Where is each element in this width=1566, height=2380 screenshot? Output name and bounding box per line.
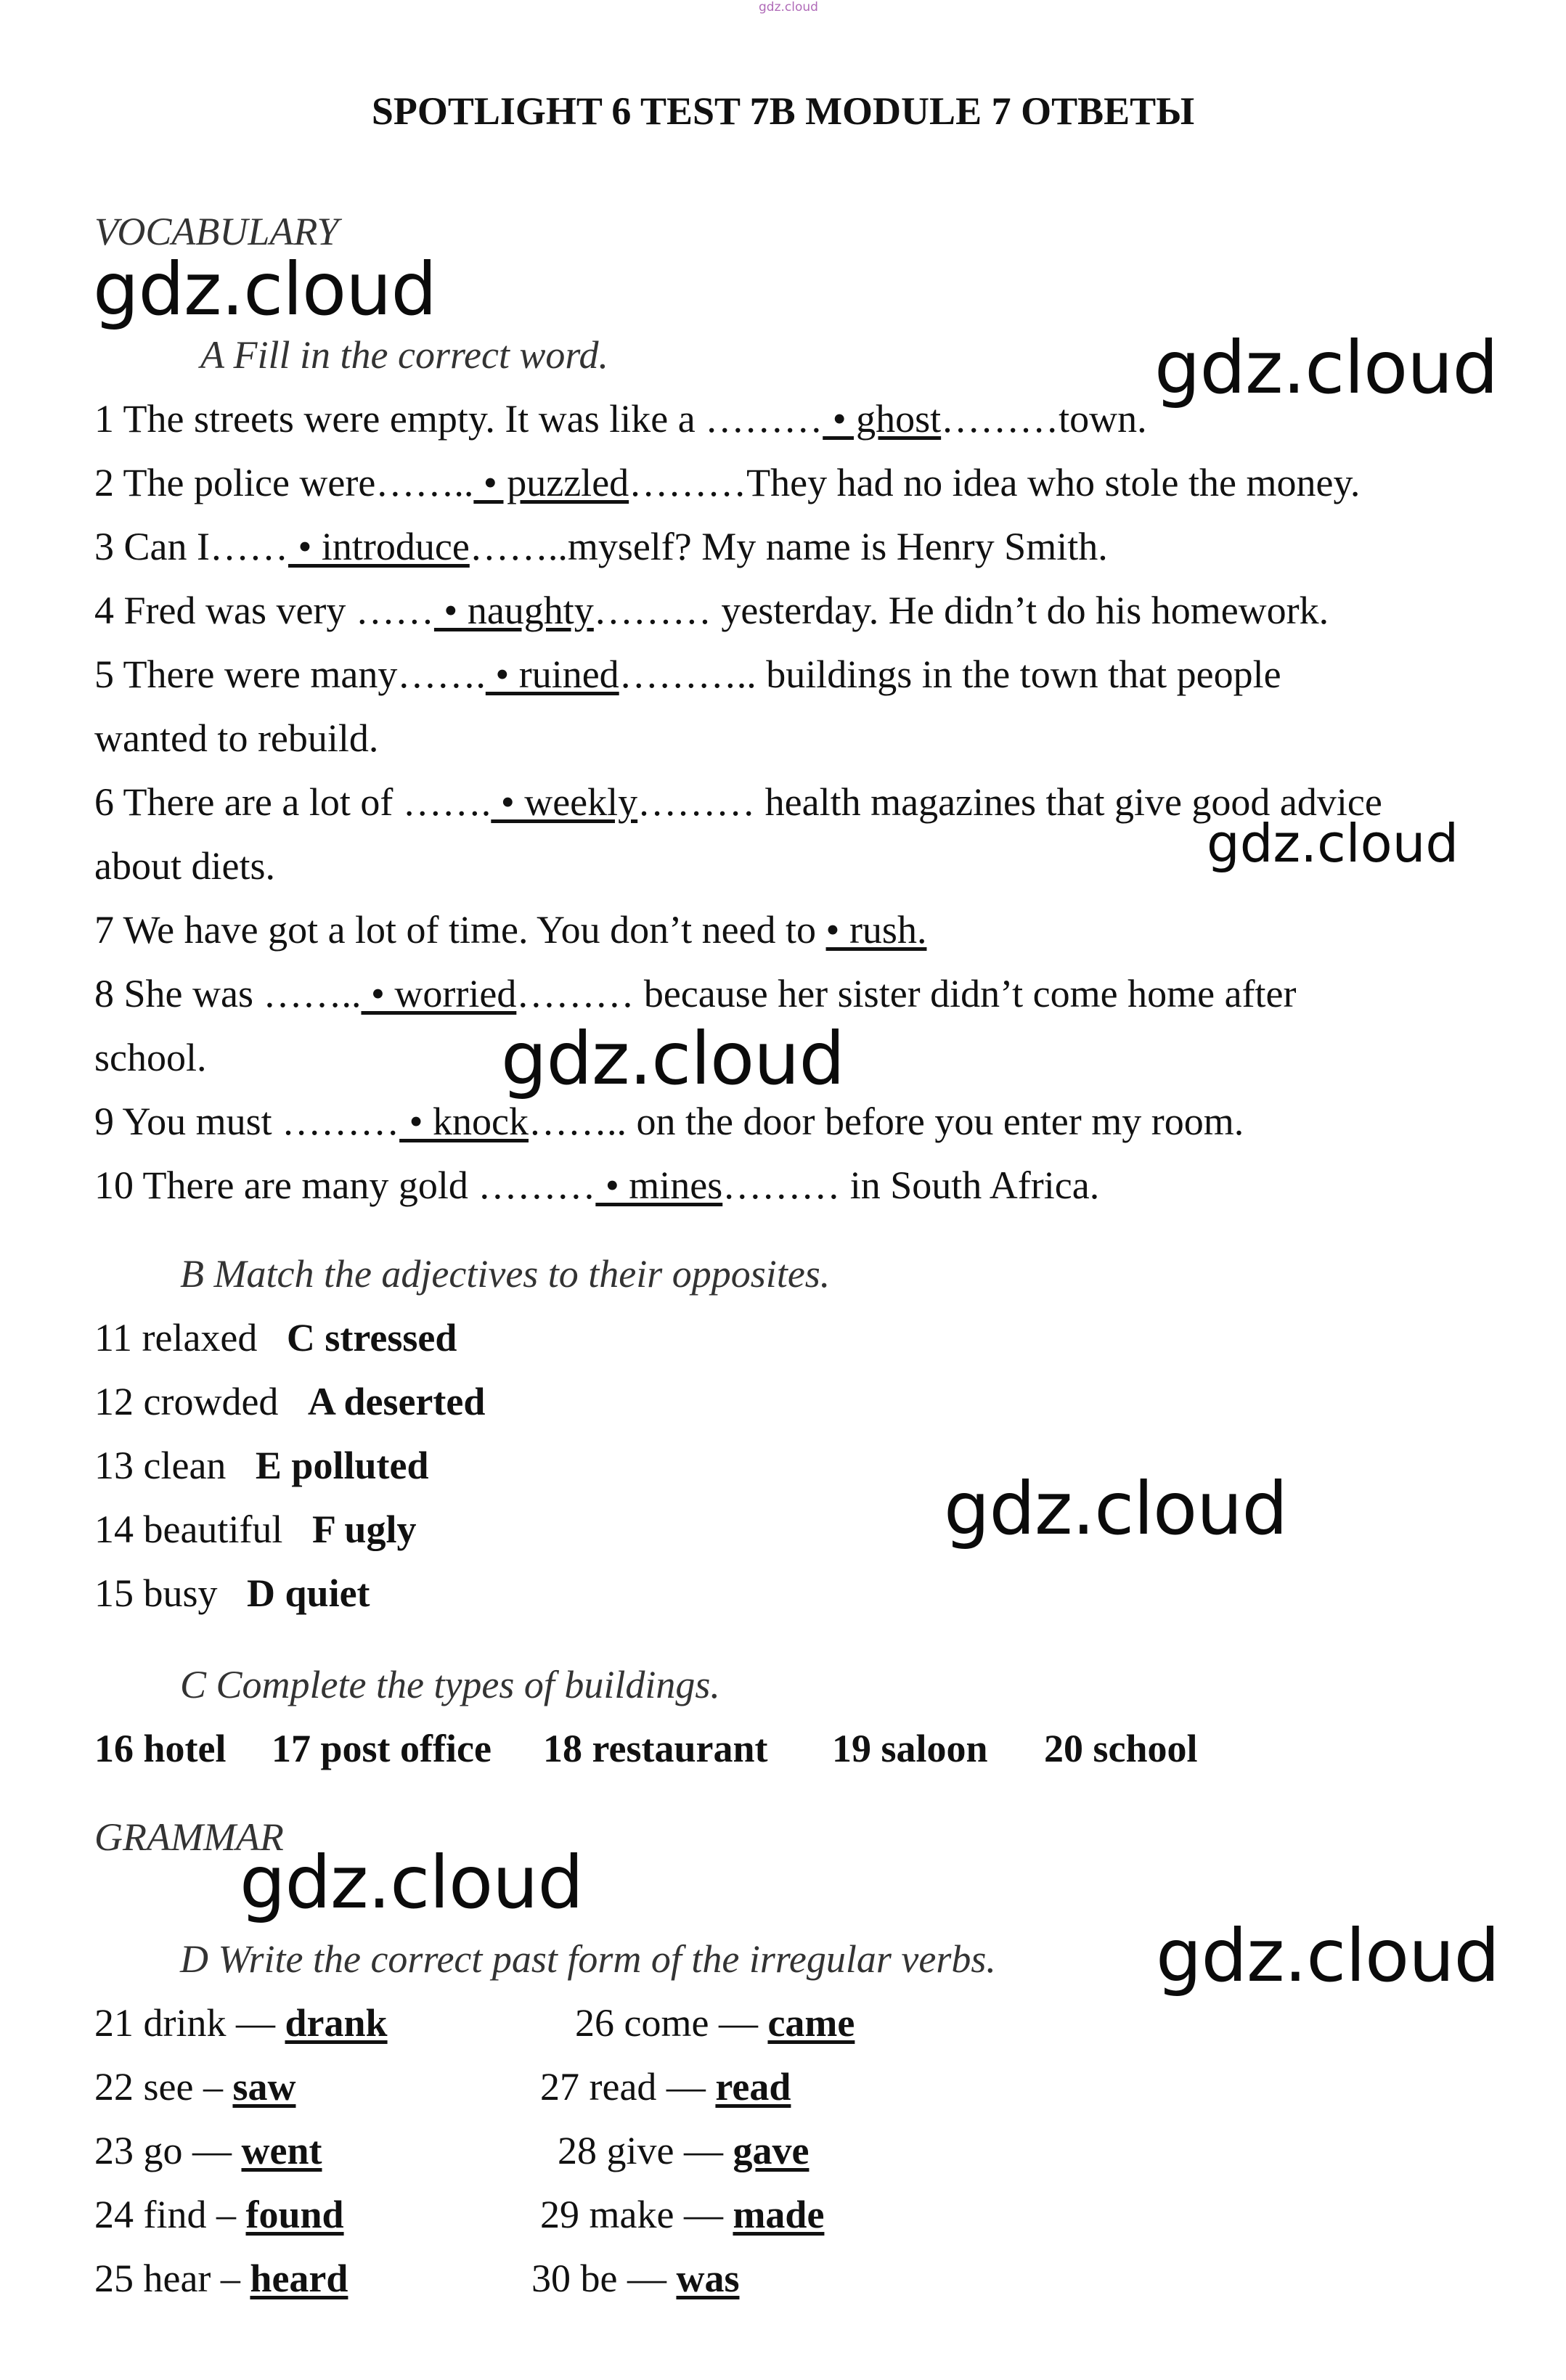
answer: saw bbox=[232, 2065, 296, 2109]
answer: • introduce bbox=[287, 525, 470, 568]
watermark: gdz.cloud bbox=[501, 1016, 845, 1101]
list-item: 22 see – saw bbox=[94, 2065, 296, 2109]
watermark: gdz.cloud bbox=[1207, 813, 1459, 874]
answer: • worried bbox=[361, 972, 517, 1015]
list-item: 29 make — made bbox=[540, 2193, 825, 2236]
answer: 18 restaurant bbox=[543, 1727, 768, 1770]
vocabulary-heading: VOCABULARY bbox=[94, 210, 339, 253]
answer: drank bbox=[285, 2001, 388, 2045]
list-item: 27 read — read bbox=[540, 2065, 791, 2109]
answer: made bbox=[733, 2193, 825, 2236]
list-item: 15 busy D quiet bbox=[94, 1571, 370, 1615]
answer: • weekly bbox=[491, 780, 638, 824]
list-item: 5 There were many……. • ruined……….. buildings in the town that people bbox=[94, 653, 1281, 696]
answer: • naughty bbox=[433, 589, 594, 632]
answer: D quiet bbox=[247, 1571, 370, 1615]
answer: came bbox=[767, 2001, 855, 2045]
list-item-continuation: school. bbox=[94, 1036, 207, 1079]
watermark: gdz.cloud bbox=[93, 247, 437, 332]
list-item: 28 give — gave bbox=[558, 2129, 809, 2172]
answer: • puzzled bbox=[473, 461, 629, 504]
answer: E polluted bbox=[255, 1444, 429, 1487]
section-c-instruction: C Complete the types of buildings. bbox=[180, 1663, 720, 1706]
list-item-continuation: about diets. bbox=[94, 844, 275, 888]
answer: 17 post office bbox=[272, 1727, 492, 1770]
list-item: 11 relaxed C stressed bbox=[94, 1316, 457, 1359]
answer: gave bbox=[733, 2129, 809, 2172]
list-item: 21 drink — drank bbox=[94, 2001, 388, 2045]
answer: • knock bbox=[399, 1100, 529, 1143]
list-item: 12 crowded A deserted bbox=[94, 1380, 486, 1423]
section-b-instruction: B Match the adjectives to their opposites. bbox=[180, 1252, 831, 1296]
watermark: gdz.cloud bbox=[1154, 325, 1498, 410]
list-item: 1 The streets were empty. It was like a ……… • ghost………town. bbox=[94, 397, 1147, 441]
page-title: SPOTLIGHT 6 TEST 7B MODULE 7 ОТВЕТЫ bbox=[371, 89, 1195, 133]
answer: C stressed bbox=[286, 1316, 457, 1359]
list-item-continuation: wanted to rebuild. bbox=[94, 716, 379, 760]
list-item: 14 beautiful F ugly bbox=[94, 1508, 417, 1551]
answer: went bbox=[241, 2129, 322, 2172]
list-item: 4 Fred was very …… • naughty……… yesterday. He didn’t do his homework. bbox=[94, 589, 1329, 632]
watermark: gdz.cloud bbox=[1156, 1913, 1500, 1998]
answer: • ghost bbox=[823, 397, 942, 441]
list-item: 3 Can I…… • introduce……..myself? My name is Henry Smith. bbox=[94, 525, 1108, 568]
list-item: 2 The police were…….. • puzzled………They had no idea who stole the money. bbox=[94, 461, 1361, 504]
list-item: 25 hear – heard bbox=[94, 2257, 348, 2300]
list-item: 26 come — came bbox=[575, 2001, 855, 2045]
answer: 16 hotel bbox=[94, 1727, 227, 1770]
list-item: 10 There are many gold ……… • mines……… in South Africa. bbox=[94, 1164, 1100, 1207]
list-item: 23 go — went bbox=[94, 2129, 322, 2172]
answer: found bbox=[245, 2193, 344, 2236]
answer: 19 saloon bbox=[832, 1727, 988, 1770]
section-a-instruction: A Fill in the correct word. bbox=[200, 333, 608, 377]
list-item: 7 We have got a lot of time. You don’t need to • rush. bbox=[94, 908, 927, 952]
list-item: 9 You must ……… • knock…….. on the door before you enter my room. bbox=[94, 1100, 1244, 1143]
answer: • ruined bbox=[485, 653, 619, 696]
answer: A deserted bbox=[307, 1380, 486, 1423]
list-item: 6 There are a lot of ……. • weekly……… health magazines that give good advice bbox=[94, 780, 1382, 824]
list-item: 13 clean E polluted bbox=[94, 1444, 429, 1487]
list-item: 8 She was …….. • worried……… because her sister didn’t come home after bbox=[94, 972, 1297, 1015]
list-item: 24 find – found bbox=[94, 2193, 344, 2236]
top-watermark: gdz.cloud bbox=[759, 0, 818, 15]
answer: 20 school bbox=[1044, 1727, 1198, 1770]
watermark: gdz.cloud bbox=[240, 1840, 584, 1925]
answer: read bbox=[715, 2065, 791, 2109]
list-item: 30 be — was bbox=[531, 2257, 740, 2300]
answer: F ugly bbox=[311, 1508, 417, 1551]
grammar-heading: GRAMMAR bbox=[94, 1815, 284, 1859]
section-d-instruction: D Write the correct past form of the irregular verbs. bbox=[180, 1937, 996, 1981]
answer: • mines bbox=[595, 1164, 723, 1207]
answer: was bbox=[676, 2257, 740, 2300]
answer: heard bbox=[250, 2257, 348, 2300]
watermark: gdz.cloud bbox=[944, 1466, 1288, 1551]
answer: • rush. bbox=[825, 908, 927, 952]
